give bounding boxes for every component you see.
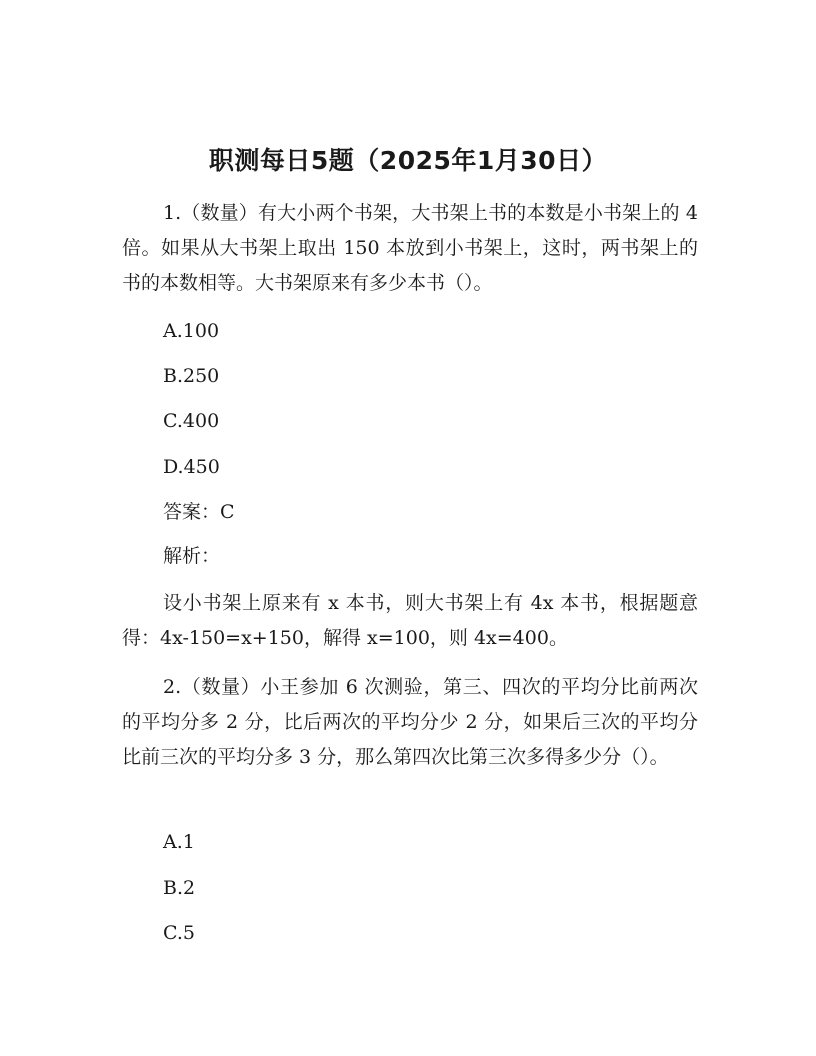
question-2-option-c: C.5 <box>163 922 195 944</box>
question-1-analysis-label: 解析： <box>163 545 221 567</box>
question-2-stem: 2.（数量）小王参加 6 次测验，第三、四次的平均分比前两次的平均分多 2 分，比后两次的平均分少 2 分，如果后三次的平均分比前三次的平均分多 3 分，那么第四次比第三次多得多少分（）。 <box>122 676 698 768</box>
question-2-option-a: A.1 <box>163 831 195 853</box>
question-1-option-d: D.450 <box>163 456 220 478</box>
question-1-option-c: C.400 <box>163 410 220 432</box>
question-1-option-b: B.250 <box>163 365 220 387</box>
question-1-stem: 1.（数量）有大小两个书架，大书架上书的本数是小书架上的 4 倍。如果从大书架上取出 150 本放到小书架上，这时，两书架上的书的本数相等。大书架原来有多少本书（）。 <box>122 202 698 294</box>
question-2-option-b: B.2 <box>163 877 196 899</box>
question-1-answer: 答案：C <box>163 501 235 523</box>
page-title: 职测每日5题（2025年1月30日） <box>208 146 608 175</box>
question-1-analysis: 设小书架上原来有 x 本书，则大书架上有 4x 本书，根据题意得：4x-150=x+150，解得 x=100，则 4x=400。 <box>122 592 698 649</box>
question-1-option-a: A.100 <box>163 320 220 342</box>
